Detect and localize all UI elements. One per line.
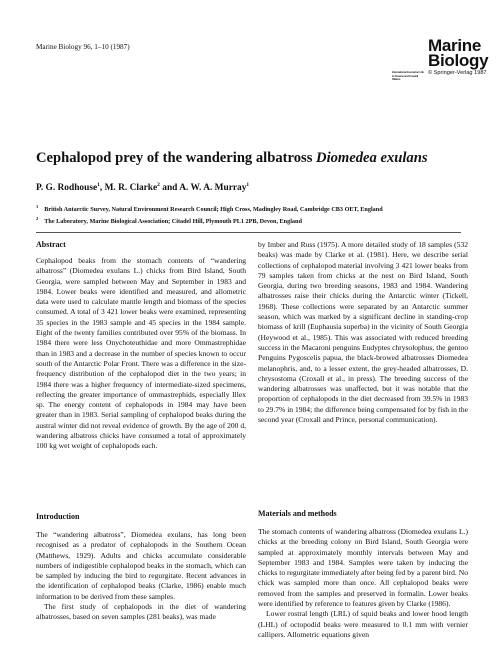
paragraph: The first study of cephalopods in the diet of wandering albatrosses, based on seven samples (281 beaks), was made — [36, 602, 246, 622]
author-name: P. G. Rodhouse — [36, 183, 98, 194]
article-title — [36, 150, 466, 167]
introduction-heading: Introduction — [36, 512, 80, 521]
affiliation: $^1$ British Antarctic Survey, Natural Environment Research Council; High Cross, Madingley Road, Cambridge CB3 OET, England — [36, 204, 383, 214]
abstract-heading: Abstract — [36, 240, 66, 249]
journal-reference: Marine Biology 96, 1–10 (1987) — [36, 43, 130, 51]
logo-word-marine: Marine — [428, 36, 481, 55]
author-list: P. G. Rodhouse$^1$, M. R. Clarke$^2$ and A. W. A. Murray$^1$ — [36, 182, 250, 194]
journal-logo — [392, 36, 489, 82]
author-affil-mark: 1 — [97, 182, 100, 188]
methods-text — [258, 527, 468, 640]
paragraph: by Imber and Russ (1975). A more detailed study of 18 samples (532 beaks) was made by Clarke et al. (1981). Here, we describe serial collections of cephalopod material involving 3 421 lower beaks from 79 samples taken from chicks at the nest on Bird Island, South Georgia, during two breeding seasons, 1983 and 1984. Wandering albatrosses raise their chicks during the Antarctic winter (Tickell, 1968). These collections were separated by an Antarctic summer season, which was marked by a significant decline in standing-crop biomass of krill (Euphausia superba) in the vicinity of South Georgia (Heywood et al., 1985). This was associated with reduced breeding success in the Macaroni penguins Eudyptes chrysolophus, the gentoo Penguins Pygoscelis papua, the black-browed albatrosses Diomedea melanophris, and, to a lesser extent, the grey-headed albatrosses, D. chrysostoma (Croxall et al., in press). The breeding success of the wandering albatrosses was unaffected, but it was notable that the proportion of cephalopods in the diet decreased from 39.5% in 1983 to 29.7% in 1984; the difference being compensated for by fish in the second year (Croxall and Prince, personal communication). — [258, 240, 468, 425]
paragraph: The “wandering albatross”, Diomedea exulans, has long been recognised as a predator of cephalopods in the Southern Ocean (Matthews, 1929). Adults and chicks accumulate considerable numbers of indigestible cephalopod beaks in the stomach, which can be sampled by inducing the bird to regurgitate. Recent advances in the identification of cephalopod beaks (Clarke, 1986) enable much information to be derived from these samples. — [36, 530, 246, 601]
logo-word-biology: Biology — [428, 51, 489, 70]
logo-subtitle: International Journal on Life in Oceans and Coastal Waters — [392, 70, 424, 82]
paragraph: The stomach contents of wandering albatross (Diomedea exulans L.) chicks at the breeding colony on Bird Island, South Georgia were sampled at approximately monthly intervals between May and September 1983 and 1984. Samples were taken by inducing the chicks to regurgitate immediately after being fed by a parent bird. No chick was sampled more than once. All cephalopod beaks were removed from the samples and preserved in formalin. Lower beaks were identified by reference to features given by Clarke (1986). — [258, 527, 468, 609]
title-main: Cephalopod prey of the wandering albatross — [36, 150, 317, 166]
affiliation: $^2$ The Laboratory, Marine Biological Association; Citadel Hill, Plymouth PL1 2PB, Devon, England — [36, 216, 302, 226]
title-species: Diomedea exulans — [316, 150, 428, 166]
author-name: M. R. Clarke — [104, 183, 158, 194]
divider-rule — [36, 232, 461, 233]
right-column-text — [258, 240, 468, 425]
author-affil-mark: 1 — [246, 182, 250, 188]
paragraph: Lower rostral length (LRL) of squid beaks and lower hood length (LHL) of octopodid beaks were measured to 0.1 mm with vernier callipers. Allometric equations given — [258, 609, 468, 639]
abstract-text: Cephalopod beaks from the stomach contents of “wandering albatross” (Diomedea exulans L.) chicks from Bird Island, South Georgia, were sampled between May and September in 1983 and 1984. Lower beaks were identified and measured, and allometric data were used to calculate mantle length and biomass of the species consumed. A total of 3 421 lower beaks were examined, representing 35 species in the 1983 sample and 45 species in the 1984 sample. Eight of the twenty families contributed over 95% of the biomass. In 1984 there were less Onychoteuthidae and more Ommastrephidae than in 1983 and a decrease in the number of species known to occur south of the Antarctic Polar Front. There was a difference in the size-frequency distribution of the cephalopod diet in the two years; in 1984 there was a higher frequency of intermediate-sized specimens, reflecting the greater importance of ommastrephids, especially Illex sp. The energy content of cephalopods in 1984 may have been greater than in 1983. Serial sampling of cephalopod beaks during the austral winter did not reveal evidence of growth. By the age of 200 d, wandering albatross chicks have consumed a total of approximately 100 kg wet weight of cephalopods each. — [36, 256, 246, 451]
author-name: A. W. A. Murray — [179, 183, 247, 194]
copyright-notice: © Springer-Verlag 1987 — [428, 70, 487, 76]
methods-heading: Materials and methods — [258, 509, 337, 518]
author-affil-mark: 2 — [157, 182, 160, 188]
introduction-text — [36, 530, 246, 623]
